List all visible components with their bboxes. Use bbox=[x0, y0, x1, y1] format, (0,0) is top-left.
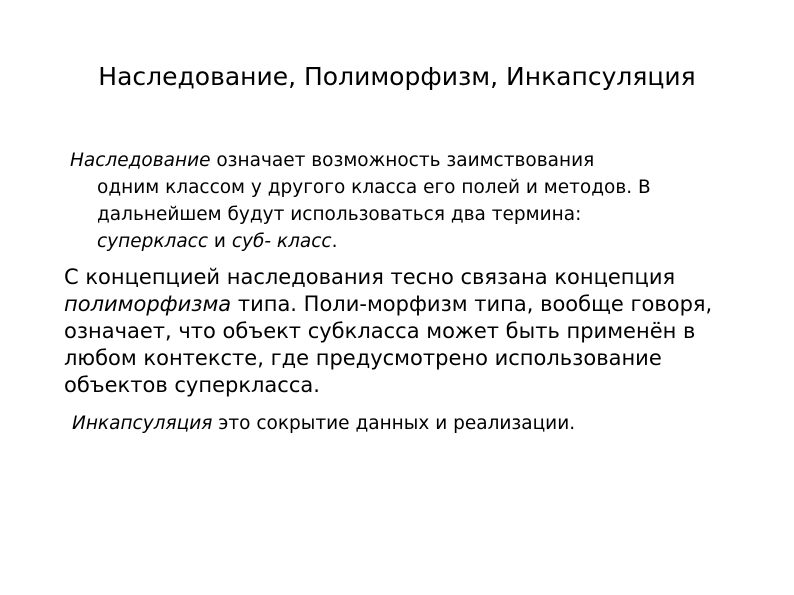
conjunction-text: и bbox=[208, 231, 232, 252]
polymorphism-term: полиморфизма bbox=[64, 292, 232, 316]
superclass-term: суперкласс bbox=[97, 231, 209, 252]
encapsulation-term: Инкапсуляция bbox=[72, 413, 213, 434]
inheritance-end: . bbox=[331, 231, 338, 252]
inheritance-line3: дальнейшем будут использоваться два термина: bbox=[97, 204, 582, 225]
polymorphism-before: С концепцией наследования тесно связана концепция bbox=[64, 265, 676, 289]
inheritance-term: Наследование bbox=[70, 150, 211, 171]
subclass-term: суб- класс bbox=[231, 231, 332, 252]
slide-title: Наследование, Полиморфизм, Инкапсуляция bbox=[98, 62, 696, 91]
inheritance-line1-rest: означает возможность заимствования bbox=[210, 150, 595, 171]
polymorphism-after: типа. Поли-морфизм типа, вообще говоря, означает, что объект субкласса может быть применён в любом контексте, где предусмотрено использование объектов суперкласса. bbox=[64, 292, 713, 397]
inheritance-line2: одним классом у другого класса его полей и методов. В bbox=[97, 177, 651, 198]
inheritance-paragraph bbox=[70, 147, 730, 255]
encapsulation-rest: это сокрытие данных и реализации. bbox=[212, 413, 576, 434]
inheritance-line4 bbox=[70, 228, 730, 255]
encapsulation-paragraph bbox=[72, 410, 772, 437]
polymorphism-paragraph bbox=[64, 264, 754, 399]
